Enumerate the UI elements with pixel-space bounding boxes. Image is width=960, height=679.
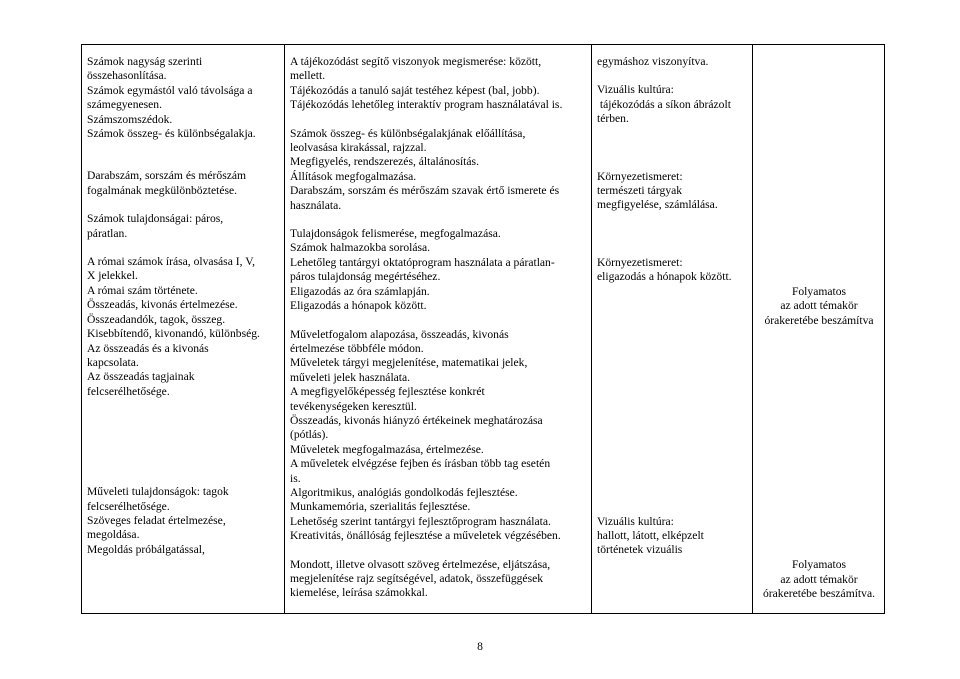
text-line: megoldása. (87, 528, 140, 542)
text-line: használata. (290, 198, 342, 212)
text-line: Megfigyelés, rendszerezés, általánosítás. (290, 155, 479, 169)
text-line: is. (290, 471, 301, 485)
text-line: Számszomszédok. (87, 112, 173, 126)
text-line: Számok tulajdonságai: páros, (87, 212, 224, 226)
text-line: A római számok írása, olvasása I, V, (87, 255, 255, 269)
paragraph (597, 256, 748, 285)
paragraph (290, 55, 587, 113)
text-line: Összeadás, kivonás értelmezése. (87, 298, 238, 312)
text-line: kiemelése, leírása számokkal. (290, 586, 428, 600)
text-line: Kreativitás, önállóság fejlesztése a műveletek végzésében. (290, 529, 561, 543)
text-line: Munkamemória, szerialitás fejlesztése. (290, 500, 471, 514)
text-line: történetek vizuális (597, 543, 683, 557)
paragraph (290, 558, 587, 601)
text-line: az adott témakör (780, 299, 858, 313)
paragraph (87, 514, 280, 557)
text-line: Folyamatos (791, 558, 847, 572)
text-line: Műveletek tárgyi megjelenítése, matematikai jelek, (290, 356, 528, 370)
text-line: az adott témakör (780, 572, 858, 586)
text-line: Tulajdonságok felismerése, megfogalmazása. (290, 227, 501, 241)
text-line: eligazodás a hónapok között. (597, 270, 732, 284)
text-line: összehasonlítása. (87, 69, 167, 83)
text-line: Eligazodás a hónapok között. (290, 299, 427, 313)
text-line: Számok egymástól való távolsága a (87, 83, 253, 97)
paragraph (290, 127, 587, 185)
text-line: Vizuális kultúra: (597, 83, 674, 97)
text-line: Számok halmazokba sorolása. (290, 241, 431, 255)
paragraph (290, 285, 587, 314)
text-line: Számok összeg- és különbségalakjának előállítása, (290, 126, 526, 140)
text-line: Lehetőleg tantárgyi oktatóprogram használata a páratlan- (290, 255, 555, 269)
text-line: Műveleti tulajdonságok: tagok (87, 485, 229, 499)
text-line: hallott, látott, elképzelt (597, 529, 704, 543)
text-line: Kisebbítendő, kivonandó, különbség. (87, 327, 260, 341)
text-line: egymáshoz viszonyítva. (597, 55, 709, 68)
text-line: Darabszám, sorszám és mérőszám (87, 169, 247, 183)
text-line: Az összeadás és a kivonás (87, 341, 209, 355)
text-line: Mondott, illetve olvasott szöveg értelmezése, eljátszása, (290, 557, 551, 571)
paragraph (597, 83, 748, 126)
text-line: műveleti jelek használata. (290, 370, 411, 384)
text-line: páros tulajdonság megértéséhez. (290, 270, 441, 284)
page-number: 8 (477, 640, 483, 653)
text-line: értelmezése többféle módon. (290, 341, 424, 355)
paragraph (87, 212, 280, 241)
paragraph (290, 184, 587, 213)
paragraph (597, 55, 748, 69)
text-line: megjelenítése rajz segítségével, adatok, összefüggések (290, 572, 544, 585)
text-line: Műveletfogalom alapozása, összeadás, kivonás (290, 327, 509, 341)
text-line: Eligazodás az óra számlapján. (290, 284, 430, 298)
text-line: Környezetismeret: (597, 255, 683, 269)
paragraph (597, 515, 748, 558)
text-line: Környezetismeret: (597, 169, 683, 183)
text-line: Lehetőség szerint tantárgyi fejlesztőprogram használata. (290, 514, 551, 528)
text-line: órakeretébe beszámítva. (762, 587, 875, 601)
text-line: Szöveges feladat értelmezése, (87, 513, 226, 527)
text-line: felcserélhetősége. (87, 384, 170, 398)
text-line: Számok összeg- és különbségalakja. (87, 127, 256, 141)
text-line: Vizuális kultúra: (597, 514, 674, 528)
paragraph (87, 127, 280, 141)
text-line: X jelekkel. (87, 269, 138, 283)
paragraph (87, 84, 280, 113)
activities-column-cell (285, 45, 592, 614)
paragraph (87, 298, 280, 399)
text-line: Darabszám, sorszám és mérőszám szavak értő ismerete és (290, 184, 560, 198)
text-line: számegyenesen. (87, 98, 163, 112)
text-line: tevékenységeken keresztül. (290, 399, 417, 413)
text-line: mellett. (290, 69, 326, 83)
text-line: kapcsolata. (87, 355, 139, 369)
text-line: Az összeadás tagjainak (87, 370, 195, 384)
text-line: A megfigyelőképesség fejlesztése konkrét (290, 385, 485, 399)
connections-column-cell (592, 45, 753, 614)
paragraph (290, 227, 587, 285)
content-column-cell (82, 45, 285, 614)
text-line: Megoldás próbálgatással, (87, 542, 205, 556)
text-line: Állítások megfogalmazása. (290, 169, 417, 183)
curriculum-table (81, 44, 885, 614)
text-line: Számok nagyság szerinti (87, 55, 203, 68)
text-line: megfigyelése, számlálása. (597, 198, 718, 212)
text-line: Összeadandók, tagok, összeg. (87, 312, 226, 326)
paragraph (87, 113, 280, 127)
text-line: felcserélhetősége. (87, 499, 170, 513)
text-line: A római szám története. (87, 283, 198, 297)
text-line: leolvasása kirakással, rajzzal. (290, 141, 427, 155)
text-line: térben. (597, 112, 629, 126)
text-line: A műveletek elvégzése fejben és írásban több tag esetén (290, 457, 551, 471)
text-line: fogalmának megkülönböztetése. (87, 183, 238, 197)
timeframe-column-cell (753, 45, 885, 614)
paragraph (87, 55, 280, 84)
text-line: tájékozódás a síkon ábrázolt (597, 97, 731, 111)
text-line: A tájékozódást segítő viszonyok megismerése: között, (290, 55, 542, 68)
paragraph (87, 255, 280, 298)
table-row (82, 45, 885, 614)
text-line: Folyamatos (791, 285, 847, 298)
paragraph (87, 485, 280, 514)
text-line: természeti tárgyak (597, 184, 683, 198)
text-line: páratlan. (87, 226, 128, 240)
text-line: órakeretébe beszámítva (764, 313, 874, 327)
text-line: Összeadás, kivonás hiányzó értékeinek meghatározása (290, 413, 543, 427)
text-line: Tájékozódás lehetőleg interaktív program használatával is. (290, 98, 563, 112)
paragraph (87, 169, 280, 198)
text-line: (pótlás). (290, 428, 329, 442)
text-line: Műveletek megfogalmazása, értelmezése. (290, 442, 484, 456)
paragraph (597, 170, 748, 213)
paragraph (758, 285, 880, 328)
text-line: Algoritmikus, analógiás gondolkodás fejlesztése. (290, 485, 518, 499)
text-line: Tájékozódás a tanuló saját testéhez képest (bal, jobb). (290, 83, 540, 97)
paragraph (758, 558, 880, 601)
paragraph (290, 328, 587, 544)
